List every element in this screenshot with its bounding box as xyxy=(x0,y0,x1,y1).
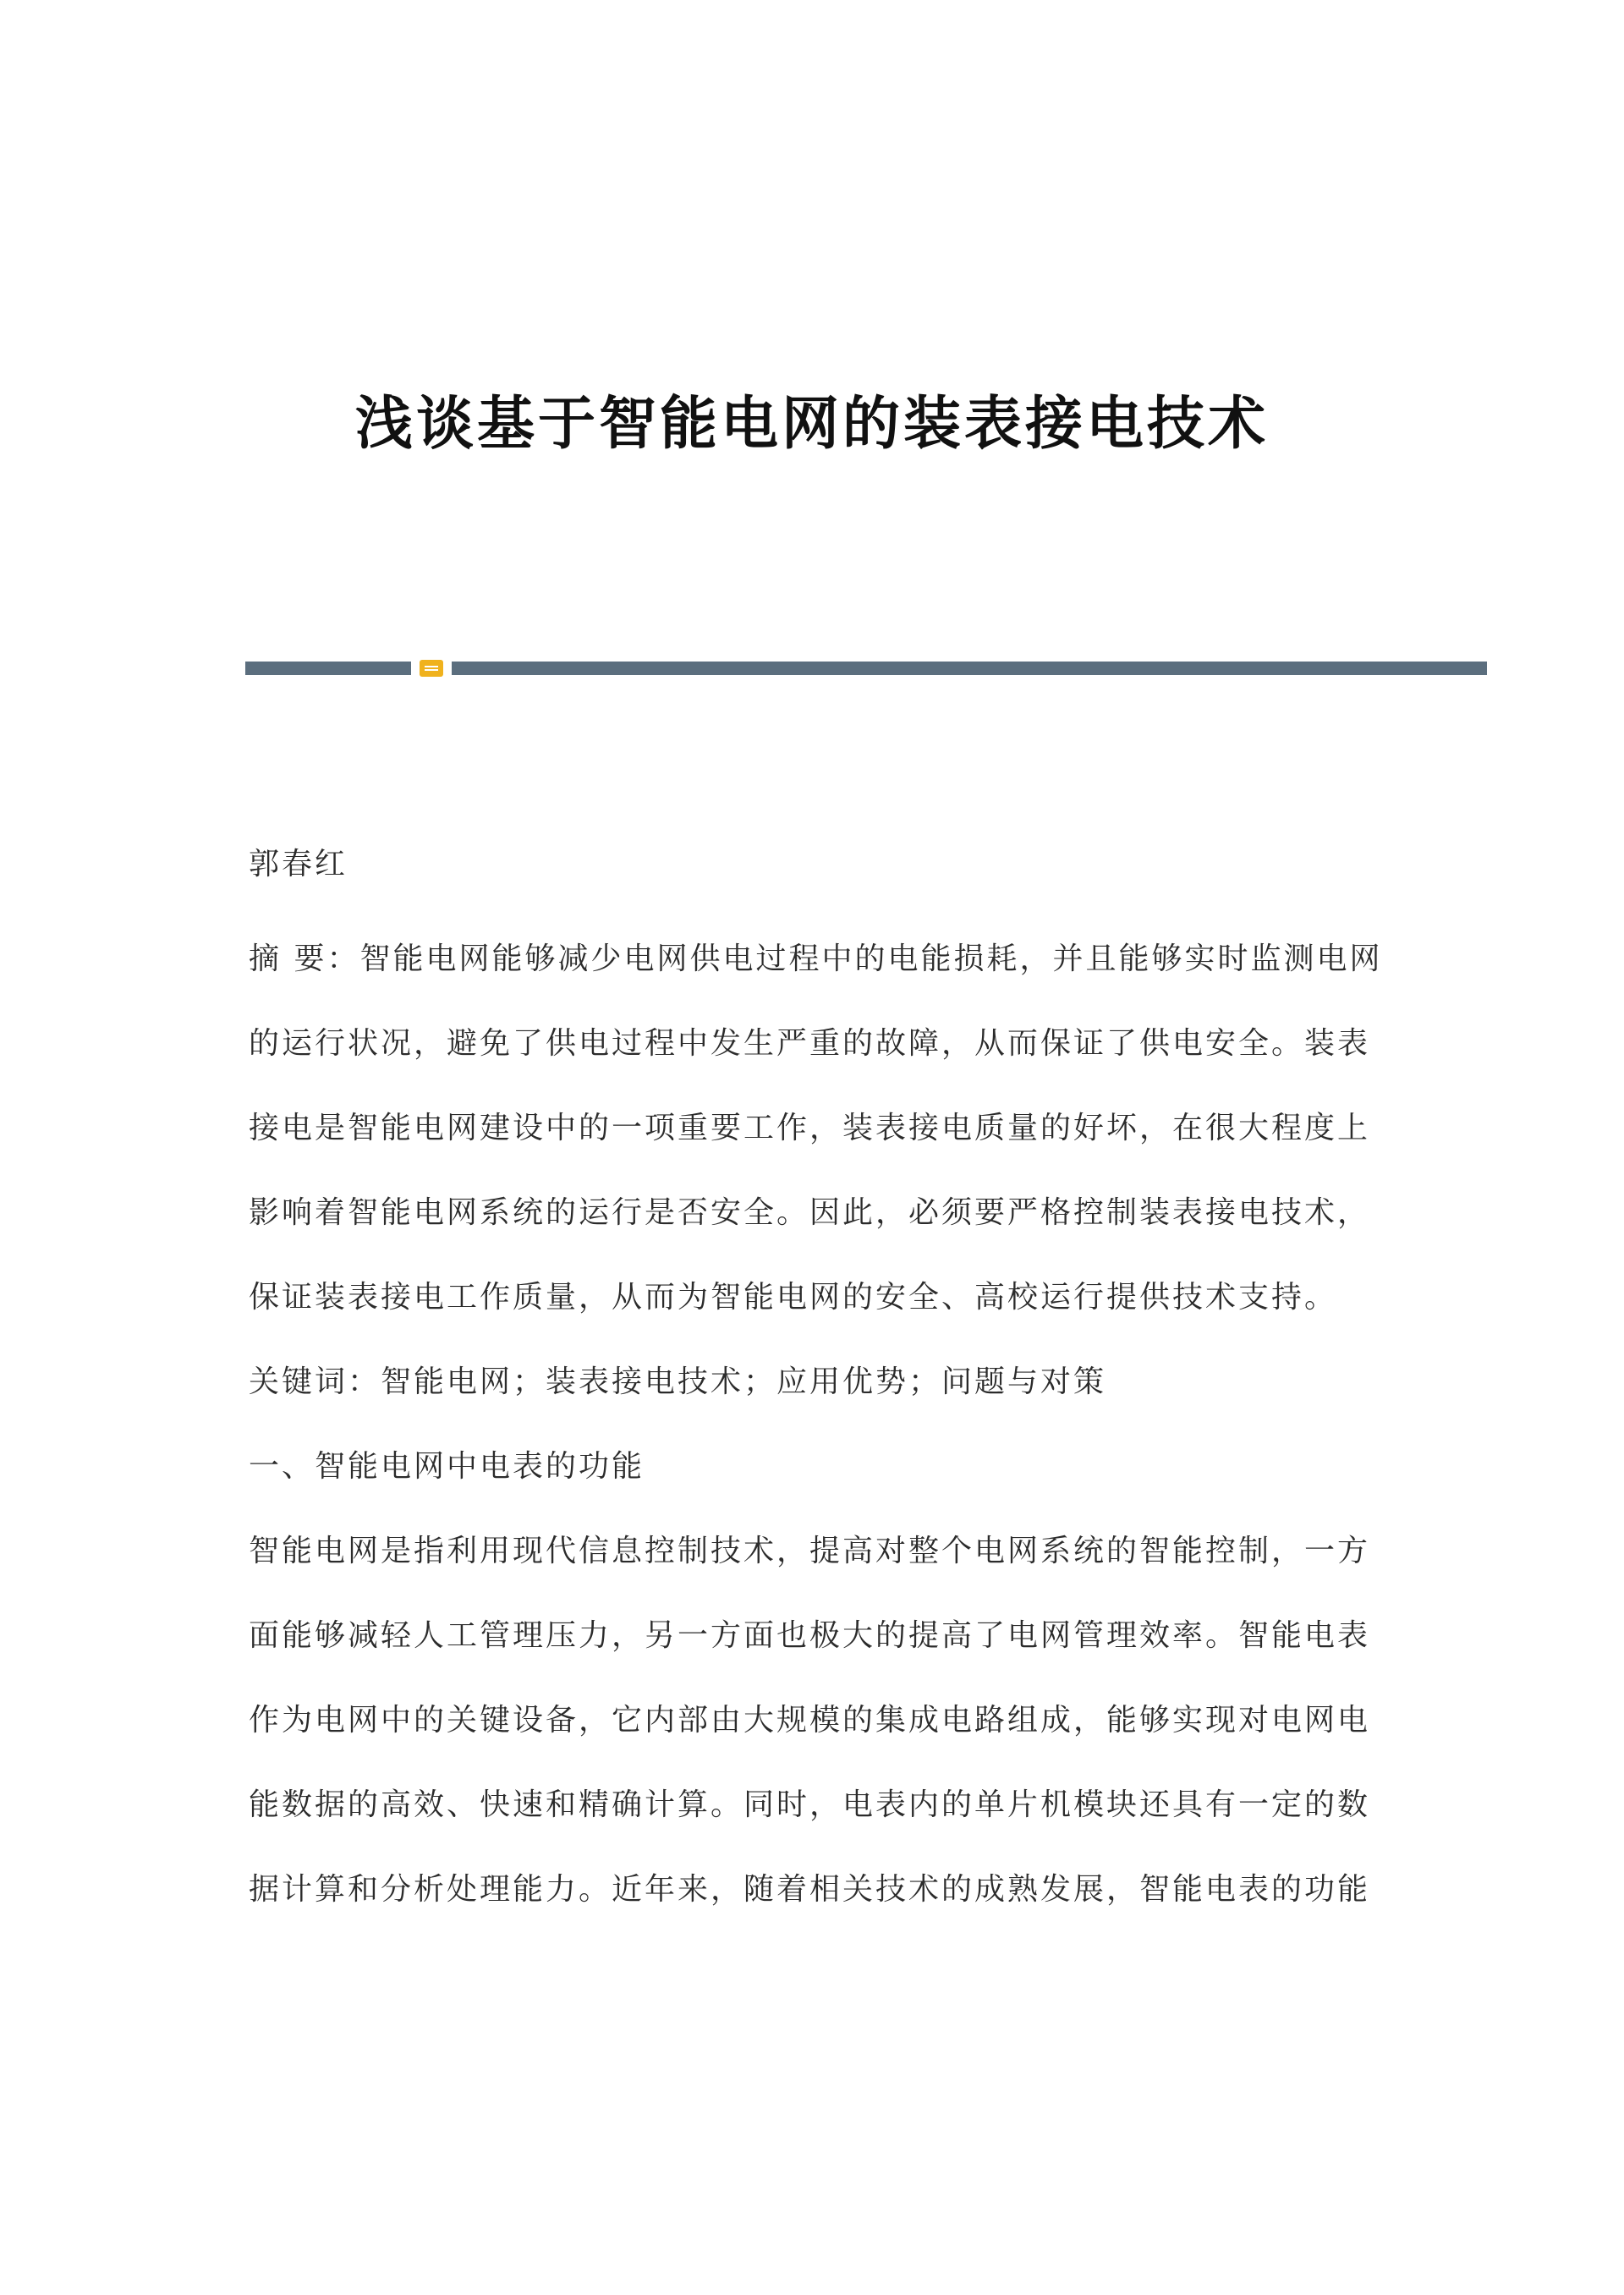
abstract-line: 保证装表接电工作质量，从而为智能电网的安全、高校运行提供技术支持。 xyxy=(249,1280,1338,1315)
body-line: 智能电网是指利用现代信息控制技术，提高对整个电网系统的智能控制，一方 xyxy=(249,1534,1371,1568)
abstract-line: 的运行状况，避免了供电过程中发生严重的故障，从而保证了供电安全。装表 xyxy=(249,1026,1371,1061)
abstract-line: 摘 要：智能电网能够减少电网供电过程中的电能损耗，并且能够实时监测电网 xyxy=(249,942,1383,976)
body-line: 能数据的高效、快速和精确计算。同时，电表内的单片机模块还具有一定的数 xyxy=(249,1787,1371,1822)
document-body xyxy=(249,822,1382,1932)
abstract-line: 接电是智能电网建设中的一项重要工作，装表接电质量的好坏，在很大程度上 xyxy=(249,1111,1371,1145)
title-divider-right xyxy=(452,662,1487,675)
document-title: 浅谈基于智能电网的装表接电技术 xyxy=(354,391,1269,458)
keywords: 关键词：智能电网；装表接电技术；应用优势；问题与对策 xyxy=(249,1364,1107,1399)
divider-badge-icon xyxy=(420,660,443,677)
body-line: 作为电网中的关键设备，它内部由大规模的集成电路组成，能够实现对电网电 xyxy=(249,1703,1371,1738)
body-paragraph xyxy=(249,1509,1382,1932)
author-name: 郭春红 xyxy=(249,847,348,881)
body-line: 面能够减轻人工管理压力，另一方面也极大的提高了电网管理效率。智能电表 xyxy=(249,1618,1371,1653)
title-divider-left xyxy=(245,662,411,675)
abstract xyxy=(249,917,1382,1340)
body-line: 据计算和分析处理能力。近年来，随着相关技术的成熟发展，智能电表的功能 xyxy=(249,1872,1371,1907)
section-heading: 一、智能电网中电表的功能 xyxy=(249,1449,645,1484)
abstract-line: 影响着智能电网系统的运行是否安全。因此，必须要严格控制装表接电技术， xyxy=(249,1195,1371,1230)
